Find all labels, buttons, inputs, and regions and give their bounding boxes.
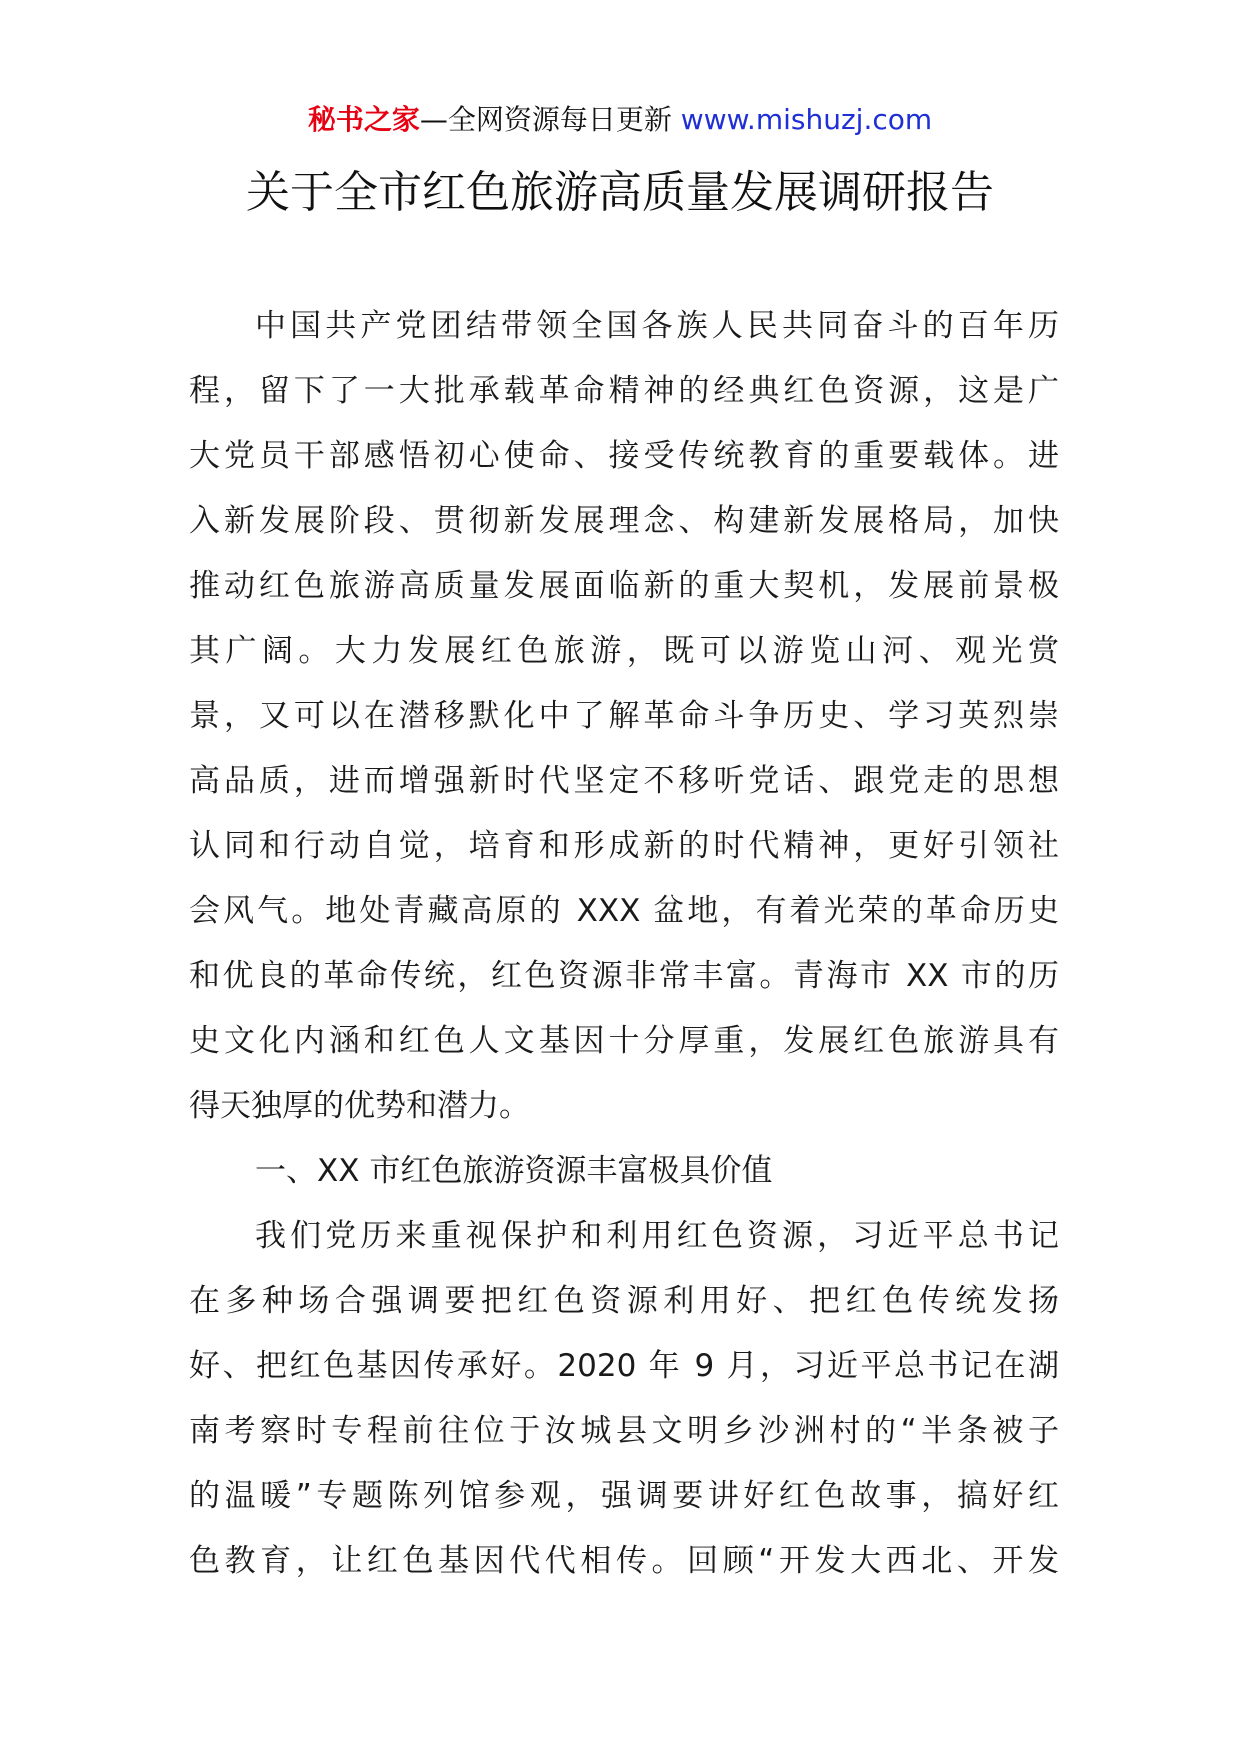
text-line: 南考察时专程前往位于汝城县文明乡沙洲村的“半条被子 (189, 1413, 1059, 1449)
text-line: 史文化内涵和红色人文基因十分厚重，发展红色旅游具有 (189, 1023, 1059, 1059)
document-title: 关于全市红色旅游高质量发展调研报告 (246, 167, 994, 218)
brand-name: 秘书之家 (307, 103, 420, 136)
site-header (0, 100, 1240, 140)
text-line: 大党员干部感悟初心使命、接受传统教育的重要载体。进 (189, 438, 1059, 474)
text-line: 的温暖”专题陈列馆参观，强调要讲好红色故事，搞好红 (189, 1478, 1059, 1514)
header-slogan: —全网资源每日更新 (419, 103, 672, 136)
text-line: 好、把红色基因传承好。2020 年 9 月，习近平总书记在湖 (189, 1348, 1059, 1384)
text-line: 中国共产党团结带领全国各族人民共同奋斗的百年历 (255, 308, 1059, 344)
text-line: 在多种场合强调要把红色资源利用好、把红色传统发扬 (189, 1283, 1059, 1319)
document-body (189, 294, 1059, 1594)
text-line: 景，又可以在潜移默化中了解革命斗争历史、学习英烈崇 (189, 698, 1059, 734)
text-line: 得天独厚的优势和潜力。 (189, 1088, 530, 1124)
text-line: 高品质，进而增强新时代坚定不移听党话、跟党走的思想 (189, 763, 1059, 799)
text-line: 程，留下了一大批承载革命精神的经典红色资源，这是广 (189, 373, 1059, 409)
text-line: 色教育，让红色基因代代相传。回顾“开发大西北、开发 (189, 1543, 1059, 1579)
text-line: 入新发展阶段、贯彻新发展理念、构建新发展格局，加快 (189, 503, 1059, 539)
text-line: 认同和行动自觉，培育和形成新的时代精神，更好引领社 (189, 828, 1059, 864)
section-heading: 一、XX 市红色旅游资源丰富极具价值 (255, 1153, 773, 1189)
text-line: 其广阔。大力发展红色旅游，既可以游览山河、观光赏 (189, 633, 1059, 669)
text-line: 推动红色旅游高质量发展面临新的重大契机，发展前景极 (189, 568, 1059, 604)
text-line: 我们党历来重视保护和利用红色资源，习近平总书记 (255, 1218, 1059, 1254)
site-url-link[interactable]: www.mishuzj.com (680, 103, 933, 136)
text-line: 会风气。地处青藏高原的 XXX 盆地，有着光荣的革命历史 (189, 893, 1059, 929)
text-line: 和优良的革命传统，红色资源非常丰富。青海市 XX 市的历 (189, 958, 1059, 994)
